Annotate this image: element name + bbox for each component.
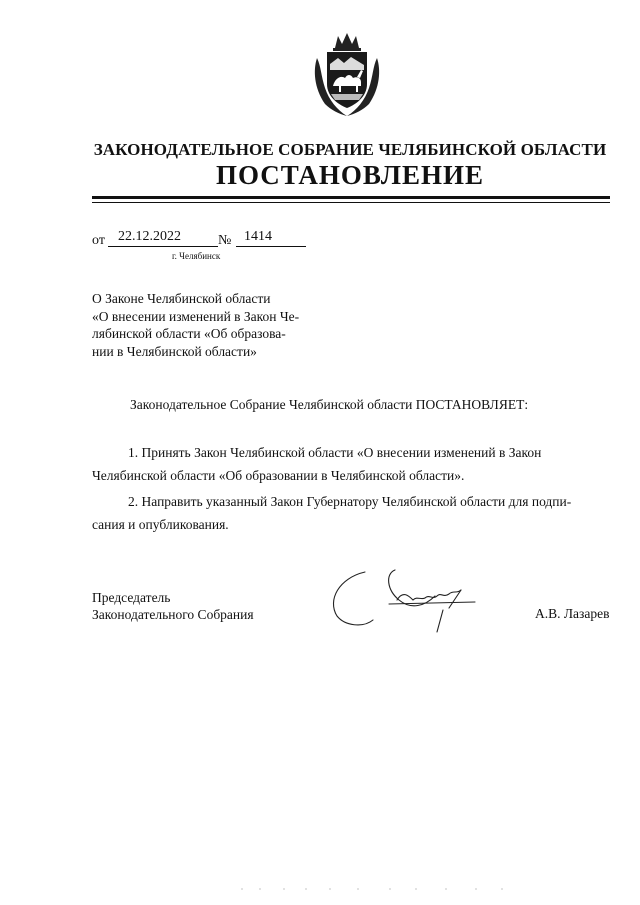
document-number: 1414: [244, 229, 272, 244]
document-type-title: ПОСТАНОВЛЕНИЕ: [215, 160, 485, 190]
item-text-line: 1. Принять Закон Челябинской области «О внесении изменений в Закон: [128, 445, 542, 460]
document-subject: [92, 290, 312, 360]
signer-title: [92, 589, 254, 623]
signer-title-line: Законодательного Собрания: [92, 607, 254, 622]
organization-title: ЗАКОНОДАТЕЛЬНОЕ СОБРАНИЕ ЧЕЛЯБИНСКОЙ ОБЛАСТИ: [93, 140, 607, 159]
subject-line: О Законе Челябинской области: [92, 291, 271, 306]
number-underline: [236, 246, 306, 247]
item-text-line: 2. Направить указанный Закон Губернатору Челябинской области для подпи-: [128, 494, 572, 509]
subject-line: лябинской области «Об образова-: [92, 326, 286, 341]
header-divider-thin: [92, 202, 610, 203]
city-label: г. Челябинск: [172, 251, 221, 261]
scan-noise-dots: [240, 886, 520, 892]
document-date: 22.12.2022: [118, 229, 181, 244]
handwritten-signature: [325, 560, 485, 640]
signer-title-line: Председатель: [92, 590, 171, 605]
item-text-line: Челябинской области «Об образовании в Челябинской области».: [92, 468, 465, 483]
number-prefix: №: [218, 233, 232, 248]
subject-line: нии в Челябинской области»: [92, 343, 257, 359]
resolution-item-2: [92, 490, 610, 536]
coat-of-arms-icon: [311, 30, 383, 116]
signer-name: А.В. Лазарев: [535, 606, 610, 621]
resolution-item-1: [92, 441, 610, 487]
header-divider-thick: [92, 196, 610, 199]
subject-line: «О внесении изменений в Закон Че-: [92, 308, 300, 324]
item-text-line: сания и опубликования.: [92, 517, 229, 532]
date-underline: [108, 246, 218, 247]
date-prefix: от: [92, 233, 105, 248]
resolution-intro: Законодательное Собрание Челябинской области ПОСТАНОВЛЯЕТ:: [130, 397, 529, 412]
